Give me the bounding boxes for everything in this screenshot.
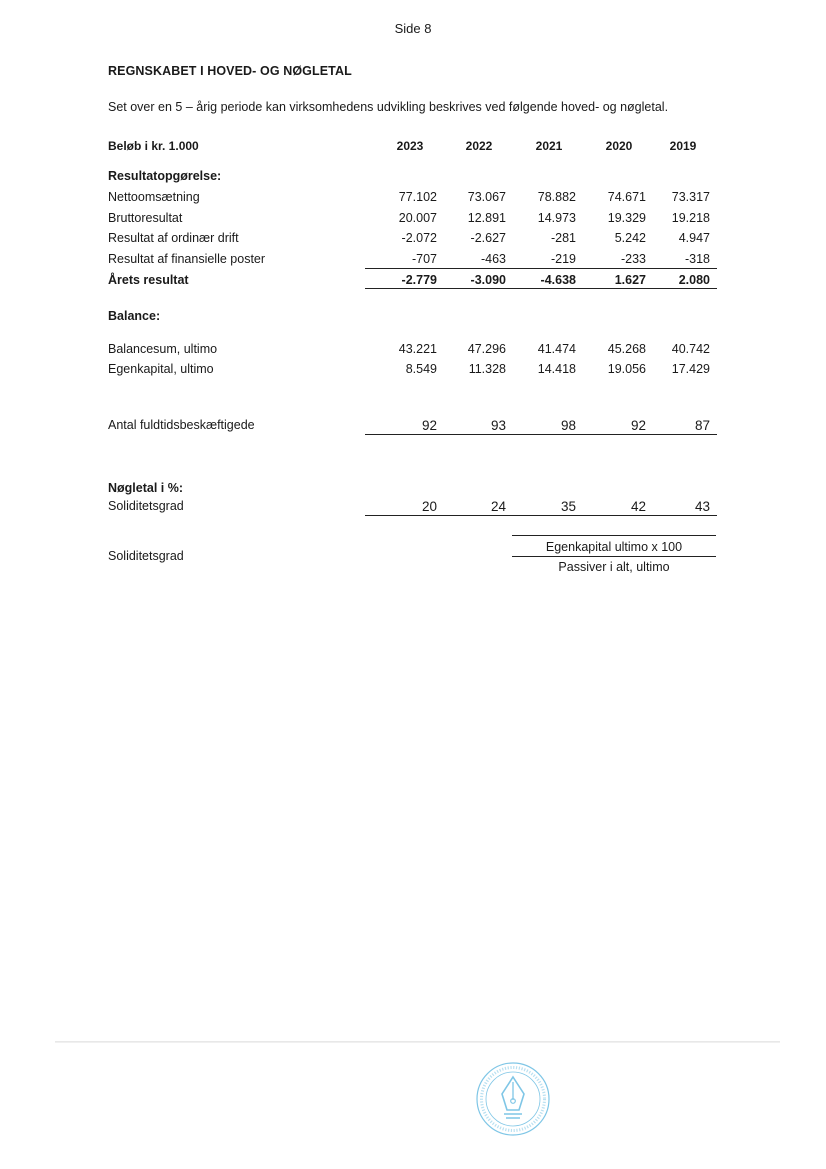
cell-value: 42 <box>630 499 646 514</box>
footer-divider <box>55 1041 780 1043</box>
formula-denominator: Passiver i alt, ultimo <box>558 560 670 574</box>
amount-unit-label: Beløb i kr. 1.000 <box>108 139 199 153</box>
cell-value: 40.742 <box>671 342 710 356</box>
employees-rule <box>365 434 717 435</box>
year-header: 2019 <box>669 139 697 153</box>
cell-value: 98 <box>560 418 576 433</box>
cell-value: 43 <box>694 499 710 514</box>
cell-value: 20.007 <box>398 211 437 225</box>
row-label: Bruttoresultat <box>108 211 183 225</box>
balance-heading: Balance: <box>108 309 161 323</box>
row-label: Resultat af finansielle poster <box>108 252 266 266</box>
row-label: Nettoomsætning <box>108 190 200 204</box>
subtotal-rule <box>365 268 717 269</box>
cell-value: 92 <box>421 418 437 433</box>
row-label: Egenkapital, ultimo <box>108 362 214 376</box>
cell-value: 14.418 <box>537 362 576 376</box>
cell-value: 19.218 <box>671 211 710 225</box>
ratios-rule <box>365 515 717 516</box>
cell-value: -2.627 <box>470 231 506 245</box>
row-label: Resultat af ordinær drift <box>108 231 239 245</box>
cell-value: 87 <box>694 418 710 433</box>
cell-value: 45.268 <box>607 342 646 356</box>
cell-value: 73.067 <box>467 190 506 204</box>
cell-value: 12.891 <box>467 211 506 225</box>
cell-value: 73.317 <box>671 190 710 204</box>
formula-numerator: Egenkapital ultimo x 100 <box>545 540 683 554</box>
cell-value: -219 <box>550 252 576 266</box>
cell-value: -2.779 <box>401 273 437 287</box>
formula-fraction-bar <box>512 556 716 557</box>
cell-value: 77.102 <box>398 190 437 204</box>
cell-value: 14.973 <box>537 211 576 225</box>
total-rule <box>365 288 717 289</box>
cell-value: 74.671 <box>607 190 646 204</box>
cell-value: 2.080 <box>678 273 710 287</box>
cell-value: 19.056 <box>607 362 646 376</box>
cell-value: 1.627 <box>614 273 646 287</box>
cell-value: 78.882 <box>537 190 576 204</box>
row-label: Balancesum, ultimo <box>108 342 218 356</box>
cell-value: 5.242 <box>614 231 646 245</box>
cell-value: 19.329 <box>607 211 646 225</box>
cell-value: -4.638 <box>540 273 576 287</box>
ratios-heading: Nøgletal i %: <box>108 481 184 495</box>
cell-value: 24 <box>490 499 506 514</box>
cell-value: -318 <box>684 252 710 266</box>
cell-value: 17.429 <box>671 362 710 376</box>
formula-top-rule <box>512 535 716 536</box>
row-label: Soliditetsgrad <box>108 499 184 513</box>
cell-value: -707 <box>411 252 437 266</box>
cell-value: 41.474 <box>537 342 576 356</box>
income-statement-heading: Resultatopgørelse: <box>108 169 222 183</box>
cell-value: 93 <box>490 418 506 433</box>
row-label: Antal fuldtidsbeskæftigede <box>108 418 255 432</box>
page-number: Side 8 <box>394 21 432 36</box>
year-header: 2021 <box>535 139 563 153</box>
section-title: REGNSKABET I HOVED- OG NØGLETAL <box>108 64 352 78</box>
formula-label: Soliditetsgrad <box>108 549 184 563</box>
cell-value: 4.947 <box>678 231 710 245</box>
year-header: 2022 <box>465 139 493 153</box>
cell-value: 20 <box>421 499 437 514</box>
cell-value: -281 <box>550 231 576 245</box>
cell-value: 43.221 <box>398 342 437 356</box>
cell-value: -463 <box>480 252 506 266</box>
section-intro: Set over en 5 – årig periode kan virksomhedens udvikling beskrives ved følgende hoved- og nøgletal. <box>108 100 669 114</box>
fountain-pen-nib-seal-icon <box>475 1061 551 1137</box>
cell-value: -233 <box>620 252 646 266</box>
cell-value: 92 <box>630 418 646 433</box>
cell-value: -2.072 <box>401 231 437 245</box>
year-header: 2023 <box>396 139 424 153</box>
cell-value: 47.296 <box>467 342 506 356</box>
cell-value: 8.549 <box>405 362 437 376</box>
cell-value: -3.090 <box>470 273 506 287</box>
cell-value: 11.328 <box>468 362 506 376</box>
row-label: Årets resultat <box>108 273 189 287</box>
cell-value: 35 <box>560 499 576 514</box>
year-header: 2020 <box>605 139 633 153</box>
